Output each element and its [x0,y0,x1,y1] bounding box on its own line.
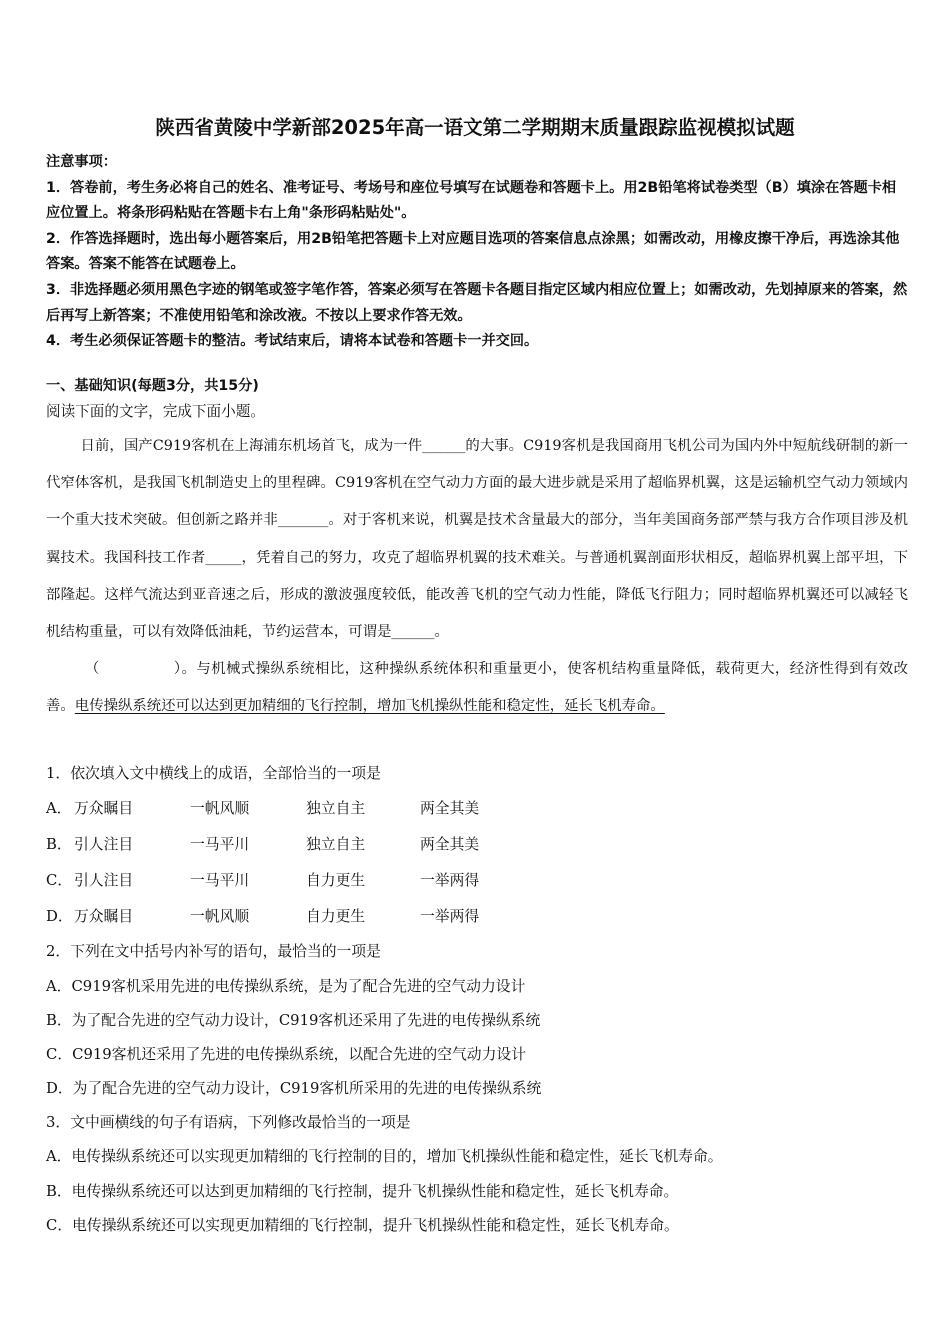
question-1-option-d [46,905,479,926]
option-cell: 两全其美 [420,800,480,817]
question-2-option-a: A．C919客机采用先进的电传操纵系统，是为了配合先进的空气动力设计 [46,978,526,995]
underlined-sentence: 电传操纵系统还可以达到更加精细的飞行控制，增加飞机操纵性能和稳定性，延长飞机寿命。 [74,698,665,715]
option-cell: 一举两得 [420,908,480,925]
question-2-option-c: C．C919客机还采用了先进的电传操纵系统，以配合先进的空气动力设计 [46,1046,526,1063]
option-label: C． [46,872,73,889]
question-2-option-d: D．为了配合先进的空气动力设计，C919客机所采用的先进的电传操纵系统 [46,1080,542,1097]
option-cell: 引人注目 [74,836,134,853]
option-cell: 独立自主 [306,800,366,817]
notice-heading: 注意事项： [46,154,117,170]
option-cell: 自力更生 [306,908,366,925]
notice-item-4: 4．考生必须保证答题卡的整洁。考试结束后，请将本试卷和答题卡一并交回。 [46,333,539,350]
option-cell: 万众瞩目 [74,800,134,817]
option-cell: 一马平川 [190,836,250,853]
option-label: A． [46,800,72,817]
notice-item-1: 1．答卷前，考生务必将自己的姓名、准考证号、考场号和座位号填写在试题卷和答题卡上。用2B铅笔将试卷类型（B）填涂在答题卡相应位置上。将条形码粘贴在答题卡右上角"条形码粘贴处"。 [46,179,897,222]
question-1-option-b [46,833,479,854]
option-cell: 一帆风顺 [190,908,250,925]
option-cell: 一帆风顺 [190,800,250,817]
option-cell: 万众瞩目 [74,908,134,925]
question-2-stem: 2．下列在文中括号内补写的语句，最恰当的一项是 [46,943,381,960]
option-cell: 一举两得 [420,872,480,889]
option-cell: 一马平川 [190,872,250,889]
option-cell: 两全其美 [420,836,480,853]
notice-item-3: 3．非选择题必须用黑色字迹的钢笔或签字笔作答，答案必须写在答题卡各题目指定区域内相应位置上；如需改动，先划掉原来的答案，然后再写上新答案；不准使用铅笔和涂改液。不按以上要求作答无效。 [46,281,908,324]
question-1-option-a [46,797,479,818]
question-3-option-b: B．电传操纵系统还可以达到更加精细的飞行控制，提升飞机操纵性能和稳定性，延长飞机寿命。 [46,1183,679,1200]
passage-paragraph-2 [46,651,908,725]
section-intro: 阅读下面的文字，完成下面小题。 [46,403,265,420]
notice-block [46,150,908,355]
question-1-option-c [46,869,479,890]
option-cell: 自力更生 [306,872,366,889]
question-2-option-b: B．为了配合先进的空气动力设计，C919客机还采用了先进的电传操纵系统 [46,1012,541,1029]
question-1-stem: 1．依次填入文中横线上的成语，全部恰当的一项是 [46,765,381,782]
passage-paragraph-1: 日前，国产C919客机在上海浦东机场首飞，成为一件______的大事。C919客机是我国商用飞机公司为国内外中短航线研制的新一代窄体客机，是我国飞机制造史上的里程碑。C919客机在空气动力方面的最大进步就是采用了超临界机翼，这是运输机空气动力领域内一个重大技术突破。但创新之路并非_______。对于客机来说，机翼是技术含量最大的部分，当年美国商务部严禁与我方合作项目涉及机翼技术。我国科技工作者_____，凭着自己的努力，攻克了超临界机翼的技术难关。与普通机翼剖面形状相反，超临界机翼上部平坦，下部隆起。这样气流达到亚音速之后，形成的激波强度较低，能改善飞机的空气动力性能，降低飞行阻力；同时超临界机翼还可以减轻飞机结构重量，可以有效降低油耗，节约运营本，可谓是______。 [46,438,908,641]
question-3-stem: 3．文中画横线的句子有语病，下列修改最恰当的一项是 [46,1114,411,1131]
reading-passage [46,428,908,726]
option-cell: 引人注目 [74,872,134,889]
notice-item-2: 2．作答选择题时，选出每小题答案后，用2B铅笔把答题卡上对应题目选项的答案信息点涂黑；如需改动，用橡皮擦干净后，再选涂其他答案。答案不能答在试题卷上。 [46,230,900,273]
section-heading: 一、基础知识(每题3分，共15分) [46,378,259,394]
option-label: D． [46,908,73,925]
question-3-option-a: A．电传操纵系统还可以实现更加精细的飞行控制的目的，增加飞机操纵性能和稳定性，延长飞机寿命。 [46,1148,723,1165]
page-title: 陕西省黄陵中学新部2025年高一语文第二学期期末质量跟踪监视模拟试题 [155,116,795,139]
option-cell: 独立自主 [306,836,366,853]
question-3-option-c: C．电传操纵系统还可以实现更加精细的飞行控制，提升飞机操纵性能和稳定性，延长飞机寿命。 [46,1217,679,1234]
option-label: B． [46,836,72,853]
passage-paragraph-2-text: （ ）。与机械式操纵系统相比，这种操纵系统体积和重量更小，使客机结构重量降低，载荷更大，经济性得到有效改善。 [46,661,908,715]
